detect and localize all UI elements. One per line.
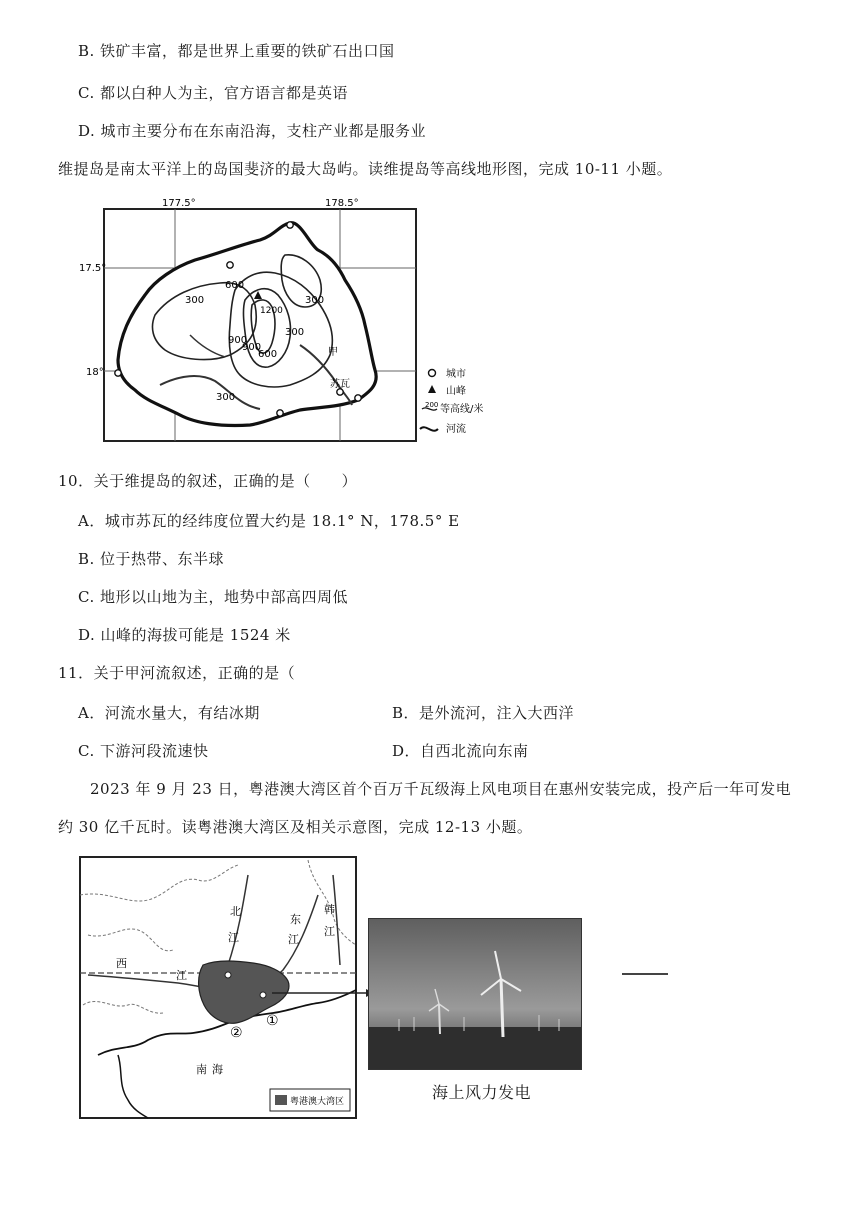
offshore-wind-photo <box>368 918 582 1070</box>
q11-stem: 11．关于甲河流叙述，正确的是（ <box>58 664 296 682</box>
marker-2: ② <box>230 1025 243 1041</box>
q11-option-a: A．河流水量大，有结冰期 <box>78 704 260 722</box>
label-xi: 西 <box>116 957 127 970</box>
lon-label-1: 177.5° <box>162 198 196 209</box>
q10-stem: 10．关于维提岛的叙述，正确的是（ ） <box>58 472 358 490</box>
contour-label: 300 <box>185 295 205 306</box>
q10-option-d: D. 山峰的海拔可能是 1524 米 <box>78 626 291 644</box>
label-bei: 北 <box>230 905 241 918</box>
legend-river: 河流 <box>446 424 466 435</box>
contour-label: 600 <box>258 349 278 360</box>
legend-peak-icon <box>428 385 436 393</box>
q11-option-d: D．自西北流向东南 <box>392 742 529 760</box>
contour-label: 1200 <box>260 306 283 316</box>
option-c-prev: C. 都以白种人为主，官方语言都是英语 <box>78 84 348 102</box>
option-b-prev: B. 铁矿丰富，都是世界上重要的铁矿石出口国 <box>78 42 395 60</box>
label-dong: 东 <box>290 913 301 926</box>
contour-label: 300 <box>216 392 236 403</box>
city-label-suva: 苏瓦 <box>330 379 350 390</box>
arrow-to-photo <box>270 965 380 1005</box>
legend-bay-area: 粤港澳大湾区 <box>290 1097 345 1107</box>
photo-caption: 海上风力发电 <box>432 1083 532 1102</box>
contour-label: 900 <box>242 342 262 353</box>
contour-label: 300 <box>285 327 305 338</box>
q11-option-c: C. 下游河段流速快 <box>78 742 209 760</box>
label-hai: 海 <box>212 1063 223 1076</box>
label-nan: 南 <box>196 1063 207 1076</box>
marker-1: ① <box>266 1013 279 1029</box>
river-label: 甲 <box>328 347 338 358</box>
intro-12-13-line1: 2023 年 9 月 23 日，粤港澳大湾区首个百万千瓦级海上风电项目在惠州安装完成，投产后一年可发电 <box>90 780 792 798</box>
lat-label-2: 18° <box>86 367 104 378</box>
q10-option-c: C. 地形以山地为主，地势中部高四周低 <box>78 588 348 606</box>
legend-city-icon <box>429 370 436 377</box>
contour-label: 300 <box>305 295 325 306</box>
intro-12-13-line2: 约 30 亿千瓦时。读粤港澳大湾区及相关示意图，完成 12-13 小题。 <box>58 818 533 836</box>
label-han: 韩 <box>324 903 335 916</box>
stray-mark <box>622 973 668 975</box>
intro-10-11: 维提岛是南太平洋上的岛国斐济的最大岛屿。读维提岛等高线地形图，完成 10-11 小题。 <box>58 160 673 178</box>
label-jiang: 江 <box>228 931 239 944</box>
contour-label: 900 <box>228 335 248 346</box>
legend-river-icon <box>420 427 438 430</box>
q10-option-b: B. 位于热带、东半球 <box>78 550 225 568</box>
contour-map <box>79 195 500 445</box>
legend-contour: 等高线/米 <box>440 404 484 415</box>
legend-city: 城市 <box>446 369 466 380</box>
legend-bay-area-swatch <box>275 1095 287 1105</box>
lat-label-1: 17.5° <box>79 263 107 274</box>
q11-option-b: B．是外流河，注入大西洋 <box>392 704 575 722</box>
label-jiang4: 江 <box>176 969 187 982</box>
legend-peak: 山峰 <box>446 386 466 397</box>
q10-option-a: A．城市苏瓦的经纬度位置大约是 18.1° N，178.5° E <box>78 512 460 530</box>
contour-label: 600 <box>225 280 245 291</box>
legend-contour-sample: 200 <box>425 401 439 409</box>
option-d-prev: D. 城市主要分布在东南沿海，支柱产业都是服务业 <box>78 122 427 140</box>
label-jiang3: 江 <box>324 925 335 938</box>
label-jiang2: 江 <box>288 933 299 946</box>
lon-label-2: 178.5° <box>325 198 359 209</box>
